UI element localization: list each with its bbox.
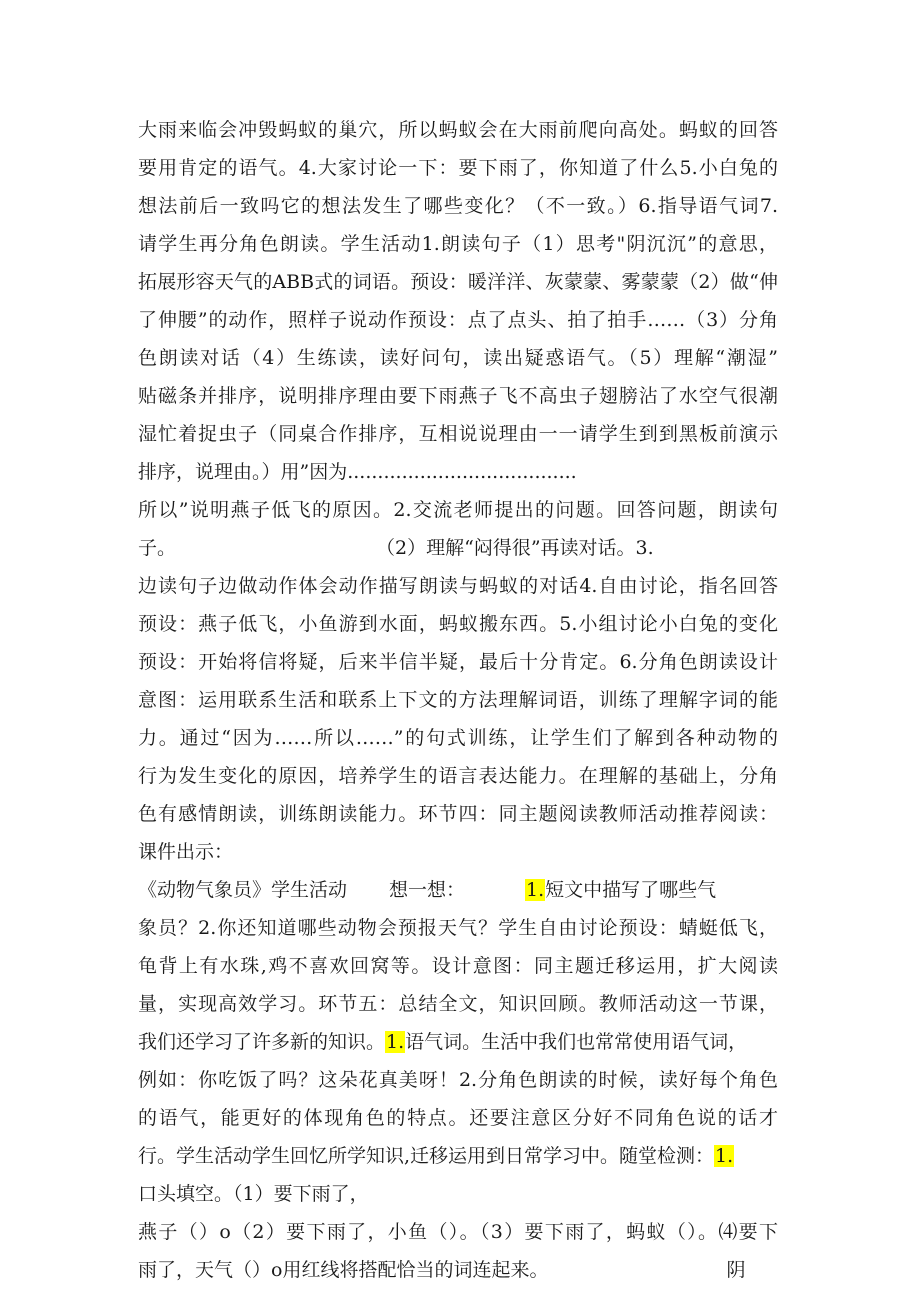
text-line-20: 课件出示： xyxy=(138,841,234,863)
text-segment: 想一想： xyxy=(389,879,466,901)
text-line-19: 色有感情朗读，训练朗读能力。环节四：同主题阅读教师活动推荐阅读： xyxy=(138,803,778,825)
text-segment: 阴 xyxy=(726,1259,746,1281)
text-line-1: 大雨来临会冲毁蚂蚁的巢穴，所以蚂蚁会在大雨前爬向高处。蚂蚁的回答 xyxy=(138,119,778,141)
text-line-28 xyxy=(138,1137,778,1175)
text-line-14: 预设：燕子低飞，小鱼游到水面，蚂蚁搬东西。5.小组讨论小白兔的变化 xyxy=(138,613,778,635)
text-line-11: 所以”说明燕子低飞的原因。2.交流老师提出的问题。回答问题，朗读句 xyxy=(138,499,778,521)
text-line-7: 色朗读对话（4）生练读，读好问句，读出疑惑语气。（5）理解“潮湿” xyxy=(138,347,778,369)
text-line-15: 预设：开始将信将疑，后来半信半疑，最后十分肯定。6.分角色朗读设计 xyxy=(138,651,778,673)
text-segment: 语气词。生活中我们也常常使用语气词， xyxy=(405,1031,748,1053)
text-segment: 《动物气象员》学生活动 xyxy=(138,879,348,901)
text-line-6: 了伸腰”的动作，照样子说动作预设：点了点头、拍了拍手……（3）分角 xyxy=(138,309,778,331)
text-line-27: 的语气，能更好的体现角色的特点。还要注意区分好不同角色说的话才 xyxy=(138,1107,778,1129)
text-segment: 短文中描写了哪些气 xyxy=(545,879,717,901)
text-line-17: 力。通过“因为……所以……”的句式训练，让学生们了解到各种动物的 xyxy=(138,727,778,749)
text-line-30: 燕子（）o（2）要下雨了，小鱼（）。（3）要下雨了，蚂蚁（）。⑷要下 xyxy=(138,1221,778,1243)
text-line-21 xyxy=(138,871,778,909)
text-segment: 子。 xyxy=(138,537,177,559)
highlight-mark: 1. xyxy=(715,1145,734,1167)
text-segment: 我们还学习了许多新的知识。 xyxy=(138,1031,386,1053)
text-line-18: 行为发生变化的原因，培养学生的语言表达能力。在理解的基础上，分角 xyxy=(138,765,778,787)
text-line-3: 想法前后一致吗它的想法发生了哪些变化？（不一致。）6.指导语气词7. xyxy=(138,195,778,217)
text-segment: 雨了，天气（）o用红线将搭配恰当的词连起来。 xyxy=(138,1259,549,1281)
text-line-29: 口头填空。（1）要下雨了， xyxy=(138,1183,369,1205)
text-line-26: 例如：你吃饭了吗？这朵花真美呀！2.分角色朗读的时候，读好每个角色 xyxy=(138,1069,778,1091)
text-line-12 xyxy=(138,529,778,567)
text-line-31 xyxy=(138,1251,778,1289)
text-line-24: 量，实现高效学习。环节五：总结全文，知识回顾。教师活动这一节课， xyxy=(138,993,778,1015)
highlight-mark: 1. xyxy=(526,879,545,901)
text-line-22: 象员？2.你还知道哪些动物会预报天气？学生自由讨论预设：蜻蜓低飞， xyxy=(138,917,778,939)
text-line-2: 要用肯定的语气。4.大家讨论一下：要下雨了，你知道了什么5.小白兔的 xyxy=(138,157,778,179)
text-line-5: 拓展形容天气的ABB式的词语。预设：暖洋洋、灰蒙蒙、雾蒙蒙（2）做“伸 xyxy=(138,271,778,293)
text-segment: （2）理解“闷得很”再读对话。3. xyxy=(376,537,654,559)
text-line-13: 边读句子边做动作体会动作描写朗读与蚂蚁的对话4.自由讨论，指名回答 xyxy=(138,575,778,597)
text-line-8: 贴磁条并排序，说明排序理由要下雨燕子飞不高虫子翅膀沾了水空气很潮 xyxy=(138,385,778,407)
text-segment: 行。学生活动学生回忆所学知识,迁移运用到日常学习中。随堂检测： xyxy=(138,1145,715,1167)
text-line-25 xyxy=(138,1023,778,1061)
text-line-10: 排序，说理由。）用”因为...................................... xyxy=(138,461,577,483)
text-line-16: 意图：运用联系生活和联系上下文的方法理解词语，训练了理解字词的能 xyxy=(138,689,778,711)
highlight-mark: 1. xyxy=(386,1031,405,1053)
text-line-9: 湿忙着捉虫子（同桌合作排序，互相说说理由一一请学生到到黑板前演示 xyxy=(138,423,778,445)
text-line-23: 龟背上有水珠,鸡不喜欢回窝等。设计意图：同主题迁移运用，扩大阅读 xyxy=(138,955,778,977)
text-line-4: 请学生再分角色朗读。学生活动1.朗读句子（1）思考"阴沉沉”的意思， xyxy=(138,233,778,255)
